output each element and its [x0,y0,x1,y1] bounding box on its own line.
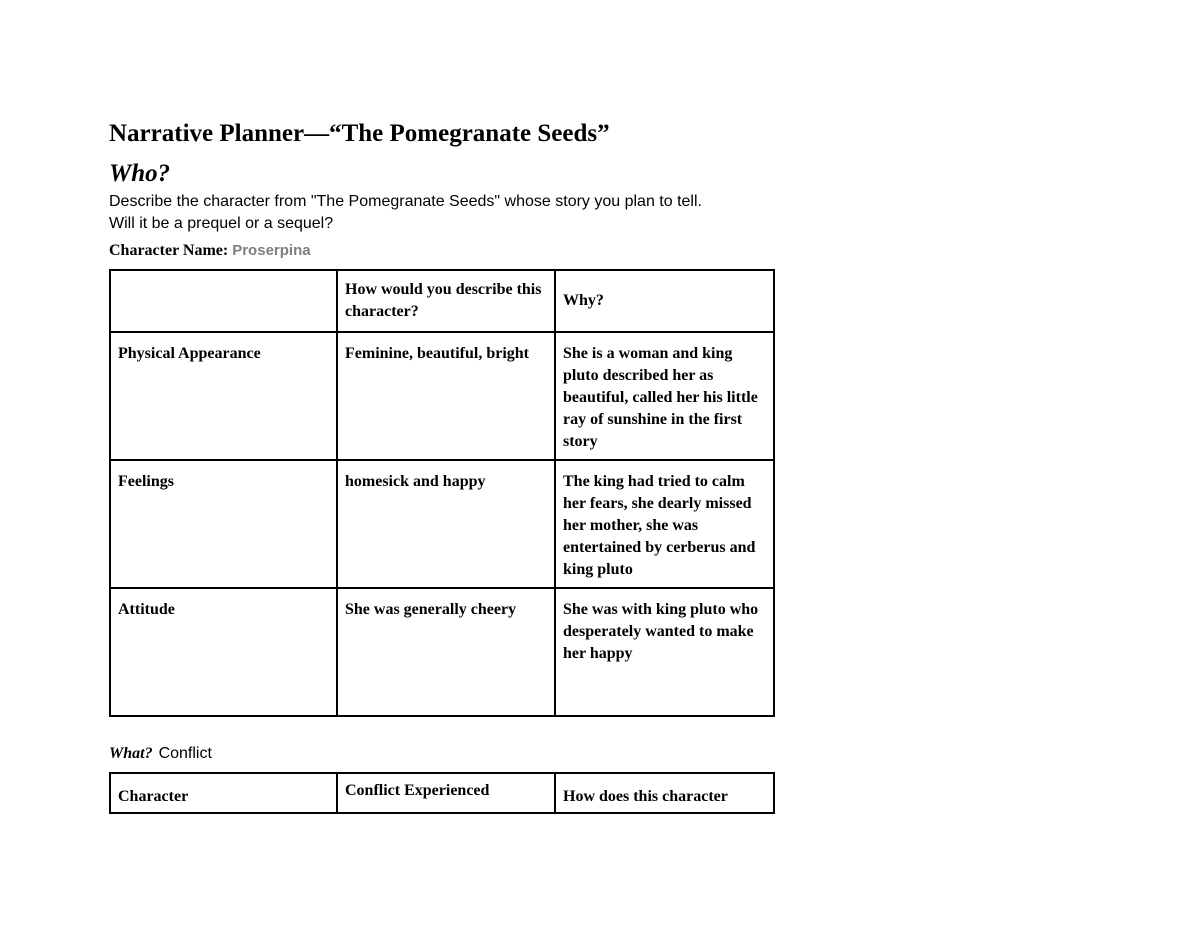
row-label-physical-appearance: Physical Appearance [110,332,337,460]
conflict-table [109,772,775,814]
character-description-table [109,269,775,717]
description-cell[interactable]: homesick and happy [337,460,555,588]
row-label-attitude: Attitude [110,588,337,716]
table-header-cell: How would you describe this character? [337,270,555,332]
who-instructions: Describe the character from "The Pomegranate Seeds" whose story you plan to tell. Will it be a prequel or a sequel? [109,193,702,232]
character-name-line [109,241,311,261]
reason-cell[interactable]: The king had tried to calm her fears, she dearly missed her mother, she was entertained by cerberus and king pluto [555,460,774,588]
reason-cell[interactable]: She was with king pluto who desperately wanted to make her happy [555,588,774,716]
table-row [110,588,774,716]
what-heading: What? [109,745,153,762]
table-header-cell: Character [110,773,337,813]
what-subheading: Conflict [158,745,212,762]
table-header-row [110,270,774,332]
table-header-cell: How does this character [555,773,774,813]
table-row [110,460,774,588]
reason-cell[interactable]: She is a woman and king pluto described her as beautiful, called her his little ray of sunshine in the first story [555,332,774,460]
who-heading: Who? [109,160,171,187]
table-header-row [110,773,774,813]
description-cell[interactable]: Feminine, beautiful, bright [337,332,555,460]
description-cell[interactable]: She was generally cheery [337,588,555,716]
page-title: Narrative Planner—“The Pomegranate Seeds” [109,120,610,147]
table-header-cell: Conflict Experienced [337,773,555,813]
character-name-label: Character Name: [109,242,229,259]
table-header-cell: Why? [555,270,774,332]
table-header-cell [110,270,337,332]
what-heading-line [109,744,212,764]
character-name-value[interactable]: Proserpina [232,242,311,259]
table-row [110,332,774,460]
row-label-feelings: Feelings [110,460,337,588]
